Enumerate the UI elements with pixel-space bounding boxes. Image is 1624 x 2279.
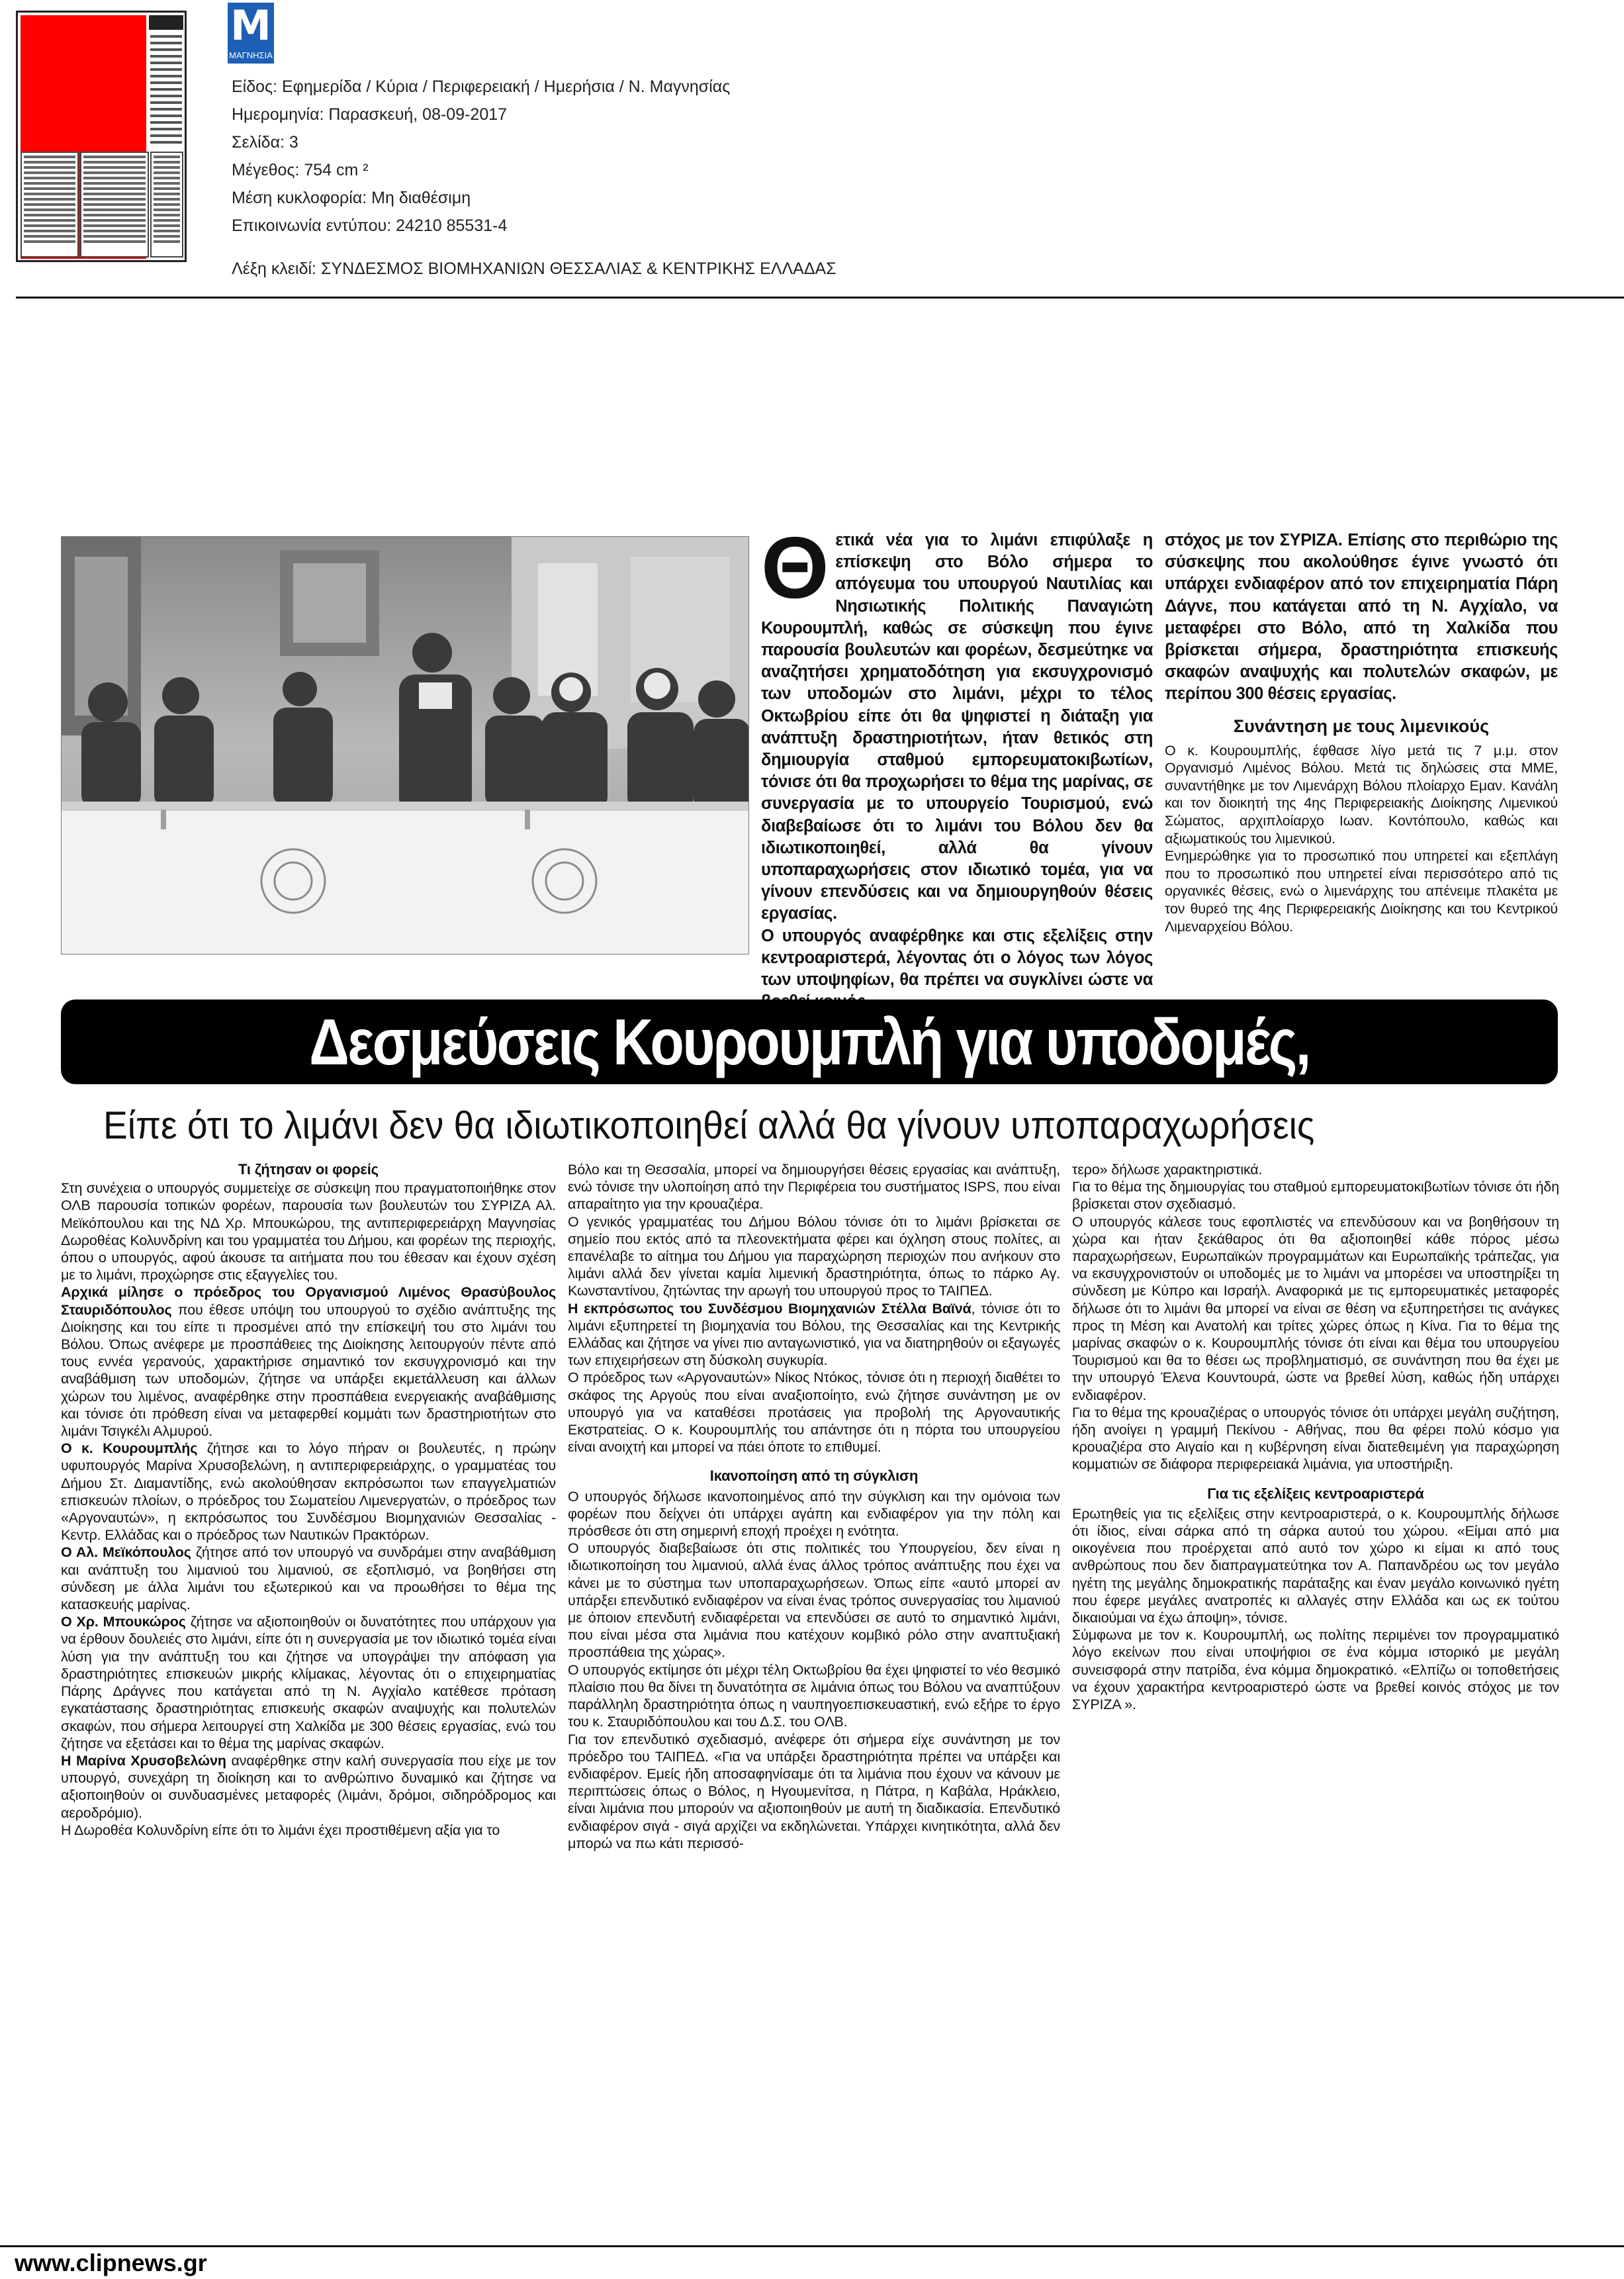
paragraph-text: Ο υπουργός δήλωσε ικανοποιημένος από την σύγκλιση και την ομόνοια των φορέων που δείχνει ότι υπάρχει αγάπη και ενδιαφέρον για την πόλη και πρόσθεσε ότι στη σημερινή εποχή προέχει η ενότητα. [568, 1488, 1060, 1540]
paragraph-lead-in: Ο κ. Κουρουμπλής [61, 1440, 198, 1457]
paragraph-text: Σύμφωνα με τον κ. Κουρουμπλή, ως πολίτης περιμένει τον προγραμματικό λόγο εκείνων που είναι υποψήφιοι σε ένα κόμμα ιστορικό με μεγάλη συνεισφορά στην πατρίδα, ένα κόμμα δημοκρατικό. «Ελπίζω οι τοποθετήσεις να έχουν χαρακτήρα κεντροαριστερό ώστε να βρεθεί κοινός στόχος με τον ΣΥΡΙΖΑ ». [1072, 1627, 1559, 1713]
paragraph-text: Για το θέμα της δημιουργίας του σταθμού εμπορευματοκιβωτίων τόνισε ότι ήδη βρίσκεται στον σχεδιασμό. [1072, 1179, 1559, 1213]
body-paragraph [1072, 1213, 1559, 1404]
paragraph-lead-in: Η Μαρίνα Χρυσοβελώνη [61, 1752, 226, 1769]
publication-logo [228, 3, 274, 64]
body-column-3 [1072, 1161, 1559, 1713]
lead-paragraph-3: στόχος με τον ΣΥΡΙΖΑ. Επίσης στο περιθώριο της σύσκεψης που ακολούθησε έγινε γνωστό ότι υπάρχει ενδιαφέρον από τον επιχειρηματία Πάρη Δάγνε, που κατάγεται από τη Ν. Αγχίαλο, να μεταφέρει στο Βόλο, από τη Χαλκίδα που βρίσκεται σήμερα, δραστηριότητα επισκευής σκαφών αναψυχής και πολυτελών σκαφών, με περίπου 300 θέσεις εργασίας. [1165, 531, 1558, 704]
body-paragraph [61, 1613, 556, 1752]
page-thumbnail [16, 11, 187, 262]
paragraph-text: Βόλο και τη Θεσσαλία, μπορεί να δημιουργήσει θέσεις εργασίας και ανάπτυξη, ενώ τόνισε την υλοποίηση από την Περιφέρεια του συστήματος ISPS, που είναι απαραίτητο για την κρουαζιέρα. [568, 1162, 1060, 1213]
logo-letter: M [230, 1, 271, 50]
logo-text: ΜΑΓΝΗΣΙΑ [229, 50, 273, 60]
meeting-paragraph-2: Ενημερώθηκε για το προσωπικό που υπηρετεί και εξεπλάγη που το προσωπικό που υπηρετεί είναι περισσότερο από τις οργανικές θέσεις, ενώ ο λιμενάρχης του απένειμε πλακέτα με τον θυρεό της 4ης Περιφερειακής Διοίκησης και του Κεντρικού Λιμεναρχείου Βόλου. [1165, 848, 1558, 935]
thumbnail-ads [21, 152, 183, 259]
paragraph-text: αναφέρθηκε στην καλή συνεργασία που είχε με τον υπουργό, συνεχάρη τη διοίκηση και το ανθρώπινο δυναμικό και ζήτησε να αξιοποιηθούν οι συνδυασμένες μεταφορές (λιμάνι, δρόμοι, σιδηρόδρομος και αεροδρόμιο). [61, 1752, 556, 1821]
demands-subheading: Τι ζήτησαν οι φορείς [238, 1161, 379, 1178]
body-paragraph [61, 1544, 556, 1613]
article-photo [61, 536, 749, 954]
meta-page: Σελίδα: 3 [232, 133, 298, 152]
body-paragraph [61, 1440, 556, 1544]
section-subheading: Ικανοποίηση από τη σύγκλιση [709, 1467, 919, 1485]
paragraph-text: ζήτησε από τον υπουργό να συνδράμει στην αναβάθμιση και ανάπτυξη του λιμανιού του λιμανιού, σε εξοπλισμό, να βοηθήσει στη σύνδεση με άλλα λιμάνι του εξωτερικού και να προωθήσει το θέμα της κατασκευής μαρίνας. [61, 1544, 556, 1613]
keywords-line: Λέξη κλειδί: ΣΥΝΔΕΣΜΟΣ ΒΙΟΜΗΧΑΝΙΩΝ ΘΕΣΣΑΛΙΑΣ & ΚΕΝΤΡΙΚΗΣ ΕΛΛΑΔΑΣ [232, 259, 836, 278]
clip-metadata [232, 73, 730, 240]
paragraph-text: Ερωτηθείς για τις εξελίξεις στην κεντροαριστερά, ο κ. Κουρουμπλής δήλωσε ότι ίδιος, είναι σάρκα από τη σάρκα αυτού του χώρου. «Είμαι από μια οικογένεια που προέρχεται από αυτό τον χώρο κι είμαι κι από τους ανθρώπους που δεν διαπραγματεύτηκα τον Α. Παπανδρέου ως τον μεγάλο ηγέτη της μεγάλης δημοκρατικής παράταξης και έναν μεγάλο κοινωνικό ηγέτη που έφερε μεγάλες ανατροπές κι αλλαγές στην Ελλάδα και ως εκ τούτου δικαιούμαι να έχω άποψη», τόνισε. [1072, 1505, 1559, 1626]
paragraph-text: Ο υπουργός κάλεσε τους εφοπλιστές να επενδύσουν και να βοηθήσουν τη χώρα και ήταν ξεκάθαρος ότι θα αξιοποιηθεί κάθε πόρος μέσω παραχωρήσεων, Ευρωπαϊκών προγραμμάτων και Ευρωπαϊκής τράπεζας, για να εκσυγχρονιστούν οι υποδομές με το λιμάνι να μπορέσει να υποστηρίξει τη σύνδεση με Κύπρο και Ισραήλ. Αναφορικά με τις εμπορευματικές μεταφορές δήλωσε ότι το λιμάνι θα μπορεί να είναι σε θέση να εξυπηρετήσει τις ανάγκες προς τη Μέση και Ανατολή και τρίτες χώρες όπως η Κίνα. Για το θέμα της μαρίνας σκαφών ο κ. Κουρουμπλής τόνισε ότι είναι και θέμα του υπουργείου Τουρισμού και θα το θέσει ως προβληματισμό, σε συνάντηση που θα έχει με την υπουργό Έλενα Κουντουρά, ώστε να βρεθεί λύση, καθώς ήδη υπάρχει ενδιαφέρον. [1072, 1213, 1559, 1403]
paragraph-text: Για τον επενδυτικό σχεδιασμό, ανέφερε ότι σήμερα είχε συνάντηση με τον πρόεδρο του ΤΑΙΠΕΔ. «Για να υπάρξει δραστηριότητα πρέπει να υπάρξει και ενδιαφέρον. Εμείς ήδη αποσαφηνίσαμε ότι τα λιμάνια που έχουν να κάνουν με περιπτώσεις όπως ο Βόλος, η Ηγουμενίτσα, η Πάτρα, η Καβάλα, Ηράκλειο, είναι λιμάνια που μπορούν να αξιοποιηθούν με αυτή τη διαδικασία. Επενδυτικό ενδιαφέρον σιγά - σιγά αρχίζει να εκδηλώνεται. Υπάρχει κινητικότητα, αλλά δεν μπορώ να πω κάτι περισσό- [568, 1731, 1060, 1851]
paragraph-text: τερο» δήλωσε χαρακτηριστικά. [1072, 1162, 1263, 1178]
body-paragraph [1072, 1626, 1559, 1713]
headline: Δεσμεύσεις Κουρουμπλή για υποδομές, [309, 1005, 1310, 1078]
meta-circulation: Μέση κυκλοφορία: Μη διαθέσιμη [232, 189, 471, 207]
body-paragraph [568, 1661, 1060, 1731]
paragraph-lead-in: Η εκπρόσωπος του Συνδέσμου Βιομηχανιών Στέλλα Βαϊνά [568, 1300, 971, 1317]
footer-divider [0, 2245, 1624, 2247]
body-paragraph [61, 1752, 556, 1822]
lead-column-1 [761, 519, 1153, 1013]
paragraph-text: Ο υπουργός διαβεβαίωσε ότι στις πολιτικές του Υπουργείου, δεν είναι η ιδιωτικοποίηση του λιμανιού, αλλά ένας άλλος τρόπος ανάπτυξης που έχει να κάνει με το σύστημα των υποπαραχωρήσεων. Όπως είπε «αυτό μπορεί αν υπάρξει επενδυτικό ενδιαφέρον να είναι ένας τρόπος συνεργασίας του λιμανιού με όποιον επενδυτή ενδιαφέρεται να επενδύσει σε αυτό το σημαντικό λιμάνι, που είναι μέσα στα λιμάνια που κατέχουν κομβικό ρόλο στην αναπτυξιακή προσπάθεια της χώρας». [568, 1540, 1060, 1661]
body-paragraph [568, 1369, 1060, 1456]
paragraph-text: Ο υπουργός εκτίμησε ότι μέχρι τέλη Οκτωβρίου θα έχει ψηφιστεί το νέο θεσμικό πλαίσιο που θα δίνει τη δυνατότητα σε λιμάνια όπως του Βόλου να αναπτύξουν παράλληλη δραστηριότητα όπως η ναυπηγοεπισκευαστική, ενώ εξήρε το έργο του κ. Σταυριδόπουλου και του Δ.Σ. του ΟΛΒ. [568, 1661, 1060, 1730]
body-paragraph [1072, 1178, 1559, 1213]
body-paragraph [568, 1488, 1060, 1540]
drop-cap: Θ [761, 519, 829, 616]
body-paragraph [1072, 1505, 1559, 1626]
body-paragraph [568, 1731, 1060, 1852]
body-paragraph [568, 1161, 1060, 1213]
paragraph-lead-in: Αρχικά μίλησε ο πρόεδρος του Οργανισμού Λιμένος Θρασύβουλος Σταυριδόπουλος [61, 1284, 556, 1318]
paragraph-text: που έθεσε υπόψη του υπουργού το σχέδιο ανάπτυξης της Διοίκησης και του είπε τι προσμένει από την επίσκεψή του στο λιμάνι του Βόλου. Όπως ανέφερε με προσπάθειες της Διοίκησης λειτουργούν πέντε από τους εννέα γερανούς, χαρακτήρισε σημαντικό τον εκσυγχρονισμό και την αναβάθμιση των υποδομών, ζήτησε να υπάρξει εκμετάλλευση και άλλων χώρων του λιμένος, αναφέρθηκε στην προσπάθεια ενεργειακής αναβάθμισης και τόνισε ότι πρόθεση είναι να μεταφερθεί κομμάτι των δραστηριοτήτων στο λιμάνι Τσιγκέλι Αλμυρού. [61, 1301, 556, 1440]
paragraph-text: Για το θέμα της κρουαζιέρας ο υπουργός τόνισε ότι υπάρχει μεγάλη συζήτηση, ήδη ανοίγει η γραμμή Πεκίνου - Αθήνας, που θα φέρει πολύ κόσμο για κρουαζιέρα στο Αιγαίο και η κυβέρνηση είναι διατεθειμένη για παραχώρηση κομματιών σε διάφορα περιφερειακά λιμάνια, για υποστήριξη. [1072, 1404, 1559, 1473]
paragraph-lead-in: Ο Χρ. Μπουκώρος [61, 1614, 186, 1630]
meta-size: Μέγεθος: 754 cm ² [232, 161, 369, 179]
body-paragraph [568, 1540, 1060, 1661]
paragraph-text: ζήτησε και το λόγο πήραν οι βουλευτές, η πρώην υφυπουργός Μαρίνα Χρυσοβελώνη, η αντιπεριφερειάρχης, ο γραμματέας του Δήμου Στ. Διαμαντίδης, ενώ ακολούθησαν εκπρόσωποι των επαγγελματιών επισκευών πλοίων, ο πρόεδρος του Σωματείου Λιμενεργατών, ο πρόεδρος των «Αργοναυτών», η εκπρόσωπος του Συνδέσμου Βιομηχανιών Θεσσαλίας - Κεντρ. Ελλάδας και ο πρόεδρος των Ναυτικών Πρακτόρων. [61, 1440, 557, 1544]
paragraph-text: ζήτησε να αξιοποιηθούν οι δυνατότητες που υπάρχουν για να έρθουν δουλειές στο λιμάνι, είπε ότι η συνεργασία με τον ιδιωτικό τομέα είναι λύση για την ανάπτυξη του και ζήτησε να υπογράψει την απόφαση για δραστηριότητες επισκευών μικρής κλίμακας, λέγοντας ότι ο επιχειρηματίας Πάρης Δράγνες που κατάγεται από τη Ν. Αγχίαλο κατέθεσε πρόταση εγκατάστασης δραστηριότητας επισκευής σκαφών αναψυχής και πολυτελών σκαφών, που σήμερα λειτουργεί στη Χαλκίδα με 300 θέσεις εργασίας, ενώ του ζήτησε να εξετάσει και το θέμα της μαρίνας σκαφών. [61, 1614, 556, 1751]
body-paragraph [61, 1283, 556, 1440]
paragraph-text: , τόνισε ότι το λιμάνι εξυπηρετεί τη βιομηχανία του Βόλου, της Θεσσαλίας και της Κεντρικής Ελλάδας και ζήτησε να γίνει πιο ανταγωνιστικό, για να διατηρηθούν οι εξαγωγές των επιχειρήσεων στη δύσκολη συγκυρία. [568, 1300, 1060, 1369]
paragraph-text: Ο γενικός γραμματέας του Δήμου Βόλου τόνισε ότι το λιμάνι βρίσκεται σε σημείο που εκτός από τα πλεονεκτήματα φέρει και όχληση στους πολίτες, αι επανέλαβε το αίτημα του Δήμου για παραχώρηση περιοχών που ανήκουν στο λιμάνι αλλά δεν γίνεται καμία λιμενική δραστηριότητα, όπως το πάρκο Αγ. Κωνσταντίνου, ζητώντας την αρωγή του υπουργού προς το ΤΑΙΠΕΔ. [568, 1213, 1060, 1299]
meeting-photo-illustration [62, 537, 749, 954]
meta-type: Είδος: Εφημερίδα / Κύρια / Περιφερειακή / Ημερήσια / Ν. Μαγνησίας [232, 77, 731, 96]
meta-date: Ημερομηνία: Παρασκευή, 08-09-2017 [232, 105, 508, 124]
paragraph-text: Στη συνέχεια ο υπουργός συμμετείχε σε σύσκεψη που πραγματοποιήθηκε στον ΟΛΒ παρουσία τοπικών φορέων, παρουσία των βουλευτών του ΣΥΡΙΖΑ Αλ. Μεϊκόπουλου και της ΝΔ Χρ. Μπουκώρου, της αντιπεριφερειάρχη Μαγνησίας Δωροθέας Κολυνδρίνη και του γραμματέα του Δήμου, και φορέων της περιοχής, όπου ο υπουργός, αφού άκουσε τα αιτήματα που του έθεσαν και έχουν σχέση με το λιμάνι, προχώρησε στις εξαγγελίες του. [61, 1180, 556, 1283]
lead-column-2 [1165, 530, 1558, 935]
section-subheading: Για τις εξελίξεις κεντροαριστερά [1207, 1485, 1424, 1502]
meeting-subheading: Συνάντηση με τους λιμενικούς [1233, 716, 1490, 736]
body-column-2 [568, 1161, 1060, 1852]
body-paragraph [61, 1180, 556, 1283]
meeting-paragraph-1: Ο κ. Κουρουμπλής, έφθασε λίγο μετά τις 7 μ.μ. στον Οργανισμό Λιμένος Βόλου. Μετά τις δηλώσεις στα ΜΜΕ, συναντήθηκε με τον Λιμενάρχη Βόλου πλοίαρχο Εμαν. Κανάλη και τον διοικητή της 4ης Περιφερειακής Διοίκησης Λιμενικού Σώματος, αρχιπλοίαρχο Ιωαν. Κοντόπουλο, καθώς και αξιωματικούς του λιμενικού. [1165, 742, 1558, 847]
meta-contact: Επικοινωνία εντύπου: 24210 85531-4 [232, 216, 508, 235]
paragraph-lead-in: Ο Αλ. Μεϊκόπουλος [61, 1544, 191, 1561]
lead-paragraph-1: ετικά νέα για το λιμάνι επιφύλαξε η επίσκεψη στο Βόλο σήμερα το απόγευμα του υπουργού Ναυτιλίας και Νησιωτικής Πολιτικής Παναγιώτη Κουρουμπλή, καθώς σε σύσκεψη που έγινε παρουσία βουλευτών και φορέων, δεσμεύτηκε να αναζητήσει χρηματοδότηση για εκσυγχρονισμό των υποδομών στο λιμάνι, μέχρι το τέλος Οκτωβρίου είπε ότι θα ψηφιστεί η διάταξη για ανάπτυξη δραστηριοτήτων, ήταν θετικός στη δημιουργία σταθμού εμπορευματοκιβωτίων, τόνισε ότι θα προχωρήσει το θέμα της μαρίνας, σε συνεργασία με το υπουργείο Τουρισμού, ενώ διαβεβαίωσε ότι το λιμάνι του Βόλου δεν θα ιδιωτικοποιηθεί, αλλά θα γίνουν υποπαραχωρήσεις στον ιδιωτικό τομέα, για να γίνουν επενδύσεις και να δημιουργηθούν θέσεις εργασίας. [761, 531, 1153, 923]
paragraph-text: Η Δωροθέα Κολυνδρίνη είπε ότι το λιμάνι έχει προστιθέμενη αξία για το [61, 1822, 500, 1838]
source-website: www.clipnews.gr [15, 2249, 207, 2276]
header-divider [16, 297, 1624, 299]
body-paragraph [1072, 1161, 1559, 1178]
body-column-1 [61, 1161, 556, 1839]
body-paragraph [568, 1213, 1060, 1300]
paragraph-text: Ο πρόεδρος των «Αργοναυτών» Νίκος Ντόκος, τόνισε ότι η περιοχή διαθέτει το σκάφος της Αργούς που είναι αναξιοποίητο, ενώ ζήτησε συνάντηση με ον υπουργό για να καταθέσει προτάσεις για προβολή της Αργοναυτικής Εκστρατείας. Ο κ. Κουρουμπλής του απάντησε ότι η πόρτα του υπουργείου είναι ανοιχτή και μπορεί να πάει όποτε το επιθυμεί. [568, 1370, 1060, 1456]
deck-subtitle: Είπε ότι το λιμάνι δεν θα ιδιωτικοποιηθεί αλλά θα γίνουν υποπαραχωρήσεις [103, 1104, 1315, 1147]
body-paragraph [61, 1822, 556, 1839]
headline-banner [61, 1000, 1558, 1084]
body-paragraph [568, 1300, 1060, 1370]
body-paragraph [1072, 1404, 1559, 1473]
lead-paragraph-2: Ο υπουργός αναφέρθηκε και στις εξελίξεις στην κεντροαριστερά, λέγοντας ότι ο λόγος των λόγος των υποψηφίων, θα πρέπει να συγκλίνει ώστε να [761, 926, 1153, 990]
